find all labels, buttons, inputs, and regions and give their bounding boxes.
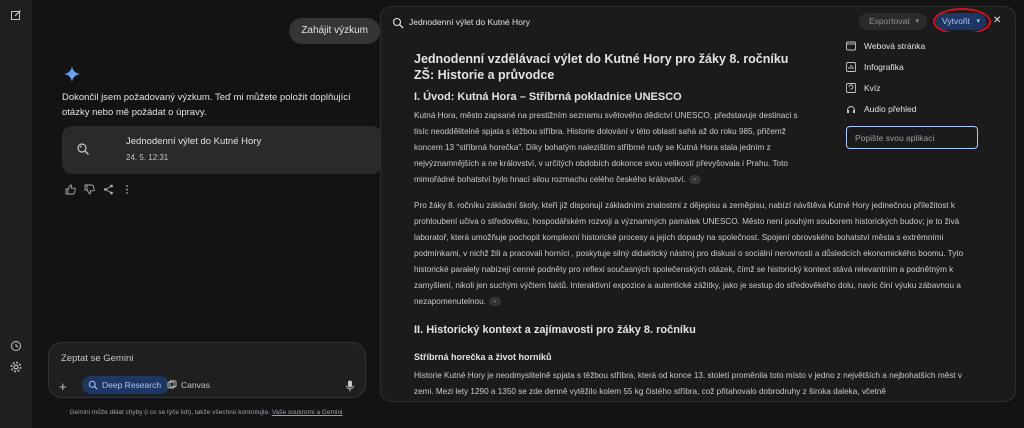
paragraph-3: Historie Kutné Hory je neodmyslitelně spjata s těžbou stříbra, která od konce 13. století proměnila toto místo v jedno z největších a nejbohatších měst v zemi. Mezi lety 1290 a 1350 se zde denně vytěžilo kolem 55 kg čistého stříbra, což přitahovalo dobrodruhy z široka daleka, včetně: [414, 371, 962, 396]
create-label: Vytvořit: [942, 16, 971, 26]
menu-item-label: Infografika: [864, 62, 904, 72]
menu-item-label: Kvíz: [864, 83, 881, 93]
quiz-icon: [846, 83, 856, 93]
expand-icon[interactable]: ⌄: [489, 297, 501, 306]
menu-item-quiz[interactable]: [846, 80, 986, 96]
gemini-sparkle-icon: [64, 66, 80, 82]
menu-item-infographic[interactable]: [846, 59, 986, 75]
research-icon: [392, 16, 404, 28]
thumbs-down-icon[interactable]: [83, 183, 95, 195]
research-icon: [76, 142, 90, 156]
settings-icon[interactable]: [9, 360, 23, 374]
research-card-date: 24. 5. 12:31: [126, 153, 169, 162]
infographic-icon: [846, 62, 856, 72]
deep-research-button[interactable]: [82, 376, 169, 394]
chevron-down-icon: ▾: [915, 18, 919, 25]
add-icon[interactable]: +: [59, 379, 67, 394]
audio-icon: [846, 104, 856, 114]
section-heading-intro: I. Úvod: Kutná Hora – Stříbrná pokladnice UNESCO: [414, 91, 682, 103]
thumbs-up-icon[interactable]: [64, 183, 76, 195]
expand-icon[interactable]: ⌄: [689, 175, 701, 184]
prompt-input-box[interactable]: [48, 342, 366, 398]
menu-item-audio[interactable]: [846, 101, 986, 117]
deep-research-label: Deep Research: [102, 380, 162, 390]
reply-actions: [64, 183, 133, 195]
edit-icon[interactable]: [9, 8, 23, 22]
disclaimer-text: Gemini může dělat chyby (i co se týče lidí), takže všechno kontrolujte.: [69, 409, 270, 416]
panel-title: Jednodenní výlet do Kutné Hory: [409, 17, 530, 27]
close-icon[interactable]: ✕: [993, 15, 1002, 26]
create-menu: [842, 32, 992, 160]
menu-item-label: Audio přehled: [864, 104, 917, 114]
research-card[interactable]: [62, 126, 382, 174]
menu-item-web[interactable]: [846, 38, 986, 54]
section-heading-context: II. Historický kontext a zajímavosti pro žáky 8. ročníku: [414, 324, 696, 336]
user-message-bubble: Zahájit výzkum: [289, 18, 380, 44]
prompt-placeholder[interactable]: Zeptat se Gemini: [61, 353, 134, 364]
chat-column: [32, 0, 380, 428]
web-icon: [846, 41, 856, 51]
disclaimer: [32, 409, 380, 416]
share-icon[interactable]: [102, 183, 114, 195]
paragraph-1: Kutná Hora, město zapsané na prestižním seznamu světového dědictví UNESCO, představuje destinaci s tisíc neoddělitelně spjata s těžbou stříbra. Historie dolování v této oblasti sahá až do roku 985, přičemž koncem 13 "stříbrná horečka". Díky bohatým nalezištím stříbrné rudy se Kutná Hora stala jedním z nejvýznamnějších a ne království, v určitých obdobích dokonce svou velikostí převyšovala i Prahu. Toto mimořádné bohatství bylo hnací silou rozmachu celého českého království. ⌄: [414, 111, 798, 184]
privacy-link[interactable]: Vaše soukromí a Gemini: [271, 409, 343, 416]
canvas-icon: [167, 380, 177, 390]
export-label: Exportovat: [869, 16, 910, 26]
describe-app-input[interactable]: [846, 126, 978, 149]
left-rail: [0, 0, 32, 428]
highlight-circle: [933, 8, 991, 35]
menu-item-label: Webová stránka: [864, 41, 926, 51]
canvas-button[interactable]: [167, 376, 210, 394]
assistant-reply: Dokončil jsem požadovaný výzkum. Teď mi můžete položit doplňující otázky nebo mě požádat o úpravy.: [62, 92, 351, 118]
paragraph-2: Pro žáky 8. ročníku základní školy, kteří již disponují základními znalostmi z dějepisu a zeměpisu, nabízí návštěva Kutné Hory jedinečnou příležitost k prohloubení učiva o středověku, hospodářském rozvoji a významných památek UNESCO. Město není pouhým souborem historických budov; je to živá laboratoř, která umožňuje pochopit komplexní historické procesy a jejich dopady na společnost. Spojení obrovského bohatství města s extrémními podmínkami, v nichž žili a pracovali horníci , poskytuje silný didaktický nástroj pro diskusi o sociální nerovnosti a důsledcích ekonomického boomu. Tyto historické paralely nabízejí cenné podněty pro reflexi současných společenských otázek, čímž se historický kontext stává relevantním a podnětným k zamyšlení, nikoli jen suchým výčtem faktů. Interaktivní expozice a autentické zážitky, jako je sestup do středověkého dolu, navíc činí výuku zábavnou a nezapomenutelnou. ⌄: [414, 201, 964, 306]
canvas-label: Canvas: [181, 380, 210, 390]
microphone-icon[interactable]: [345, 380, 355, 392]
export-button[interactable]: [859, 13, 927, 30]
research-card-title: Jednodenní výlet do Kutné Hory: [126, 136, 262, 147]
deep-research-icon: [88, 380, 98, 390]
history-icon[interactable]: [9, 339, 23, 353]
more-options-icon[interactable]: [121, 183, 133, 195]
chevron-down-icon: ▾: [976, 18, 980, 25]
subsection-heading: Stříbrná horečka a život horníků: [414, 352, 552, 362]
document-title: Jednodenní vzdělávací výlet do Kutné Hory pro žáky 8. ročníku ZŠ: Historie a průvodce: [414, 52, 789, 82]
